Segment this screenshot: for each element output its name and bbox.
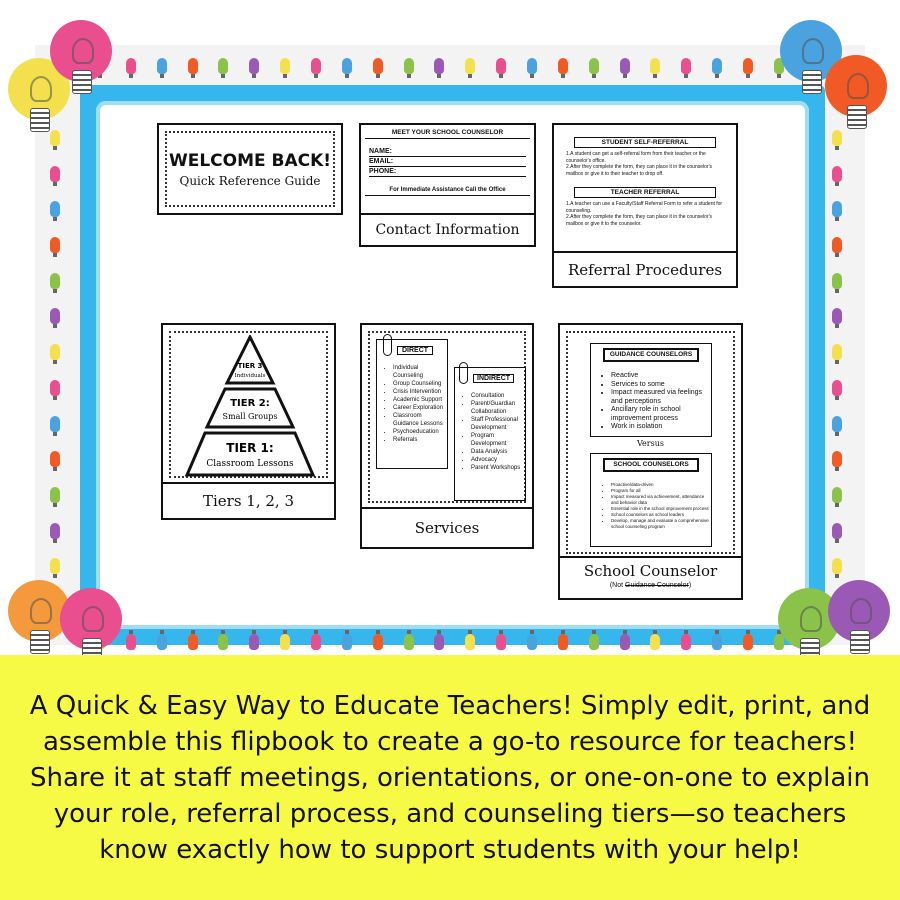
list-item: • Classroom Guidance Lessons [393,412,445,428]
paperclip-icon [459,362,468,384]
tab-note-struck: Guidance Counselor [625,582,689,589]
services-card [360,323,534,549]
tier-3-label: TIER 3 [237,362,263,370]
contact-name-row [369,147,526,157]
list-item: • Proactive/data-driven [611,482,709,488]
mini-bulb-icon [832,130,842,146]
tab-note-prefix: (Not [609,582,625,589]
mini-bulb-icon [50,201,60,217]
mini-bulb-icon [743,58,753,74]
light-string-bottom [95,634,815,650]
list-item: • Impact measured via achievement, attendance and behavior data [611,494,709,506]
contact-phone-row [369,167,526,177]
list-item: • Program Development [471,432,523,448]
self-referral-steps [566,151,728,177]
self-referral-step: 1.A student can get a self-referral form from their teacher or the counselor's office. [566,151,706,164]
teacher-referral-heading: TEACHER REFERRAL [574,187,716,198]
tiers-card [161,323,336,520]
counselor-tab-note [560,582,741,589]
mini-bulb-icon [620,634,630,650]
tier-1-sub: Classroom Lessons [206,459,294,469]
mini-bulb-icon [832,487,842,503]
caption-text: A Quick & Easy Way to Educate Teachers! Simply edit, print, and assemble this flipbook to create a go-to resource for teachers! Share it at staff meetings, orientations, or one-on-one to explain your role, referral process, and counseling tiers—so teachers know exactly how to support students with your help! [29,690,871,865]
guidance-panel [590,343,712,437]
mini-bulb-icon [50,166,60,182]
mini-bulb-icon [311,634,321,650]
teacher-referral-step: 1.A teacher can use a Faculty/Staff Referral Form to refer a student for counseling. [566,201,723,214]
list-item: • School counselors as school leaders [611,512,709,518]
tier-2-label: TIER 2: [230,398,270,409]
list-item: • Individual Counseling [393,364,445,380]
mini-bulb-icon [527,634,537,650]
guidance-heading: GUIDANCE COUNSELORS [603,348,699,362]
mini-bulb-icon [218,58,228,74]
paperclip-icon [383,334,392,356]
mini-bulb-icon [342,58,352,74]
mini-bulb-icon [50,380,60,396]
list-item: • Psychoeducation [393,428,445,436]
school-panel [590,453,712,547]
mini-bulb-icon [650,58,660,74]
mini-bulb-icon [832,201,842,217]
list-item: • Develop, manage and evaluate a comprehensive school counseling program [611,518,709,530]
mini-bulb-icon [832,166,842,182]
corner-bulb-icon [60,588,122,650]
counselor-tab-title: School Counselor [583,562,718,580]
list-item: • Advocacy [471,456,523,464]
mini-bulb-icon [832,344,842,360]
contact-note: For Immediate Assistance Call the Office [365,187,530,196]
caption-banner [0,655,900,900]
indirect-label: INDIRECT [473,374,514,383]
contact-tab: Contact Information [361,213,534,245]
mini-bulb-icon [249,58,259,74]
self-referral-step: 2.After they complete the form, they can place it in the counselor's mailbox or give it to their teacher to drop off. [566,164,713,177]
mini-bulb-icon [558,634,568,650]
welcome-inner-border [165,131,335,207]
mini-bulb-icon [126,634,136,650]
mini-bulb-icon [50,273,60,289]
mini-bulb-icon [681,634,691,650]
mini-bulb-icon [712,58,722,74]
mini-bulb-icon [50,344,60,360]
list-item: • Staff Professional Development [471,416,523,432]
mini-bulb-icon [404,634,414,650]
mini-bulb-icon [712,634,722,650]
list-item: • Parent/Guardian Collaboration [471,400,523,416]
mini-bulb-icon [280,634,290,650]
mini-bulb-icon [50,416,60,432]
mini-bulb-icon [311,58,321,74]
contact-name-label: NAME: [369,148,392,155]
tier-1-label: TIER 1: [226,441,274,455]
corner-bulb-icon [825,55,887,117]
list-item: • Academic Support [393,396,445,404]
list-item: • Parent Workshops [471,464,523,472]
welcome-subtitle: Quick Reference Guide [179,173,321,188]
teacher-referral-steps [566,201,728,227]
mini-bulb-icon [50,558,60,574]
tier-2-sub: Small Groups [222,412,278,421]
mini-bulb-icon [50,130,60,146]
self-referral-heading: STUDENT SELF-REFERRAL [574,137,716,148]
list-item: • Ancillary role in school improvement process [611,406,709,423]
mini-bulb-icon [249,634,259,650]
light-string-top [95,58,815,74]
mini-bulb-icon [832,237,842,253]
services-tab: Services [362,507,532,547]
mini-bulb-icon [527,58,537,74]
mini-bulb-icon [620,58,630,74]
mini-bulb-icon [126,58,136,74]
versus-label: Versus [637,439,664,448]
guidance-list [597,372,709,432]
list-item: • Essential role in the school improvement process [611,506,709,512]
mini-bulb-icon [50,308,60,324]
mini-bulb-icon [650,634,660,650]
mini-bulb-icon [832,558,842,574]
mini-bulb-icon [832,523,842,539]
counselor-tab [560,556,741,598]
mini-bulb-icon [496,58,506,74]
welcome-title: WELCOME BACK! [168,150,332,171]
tier-3-sub: Individuals [234,373,266,379]
contact-heading: MEET YOUR SCHOOL COUNSELOR [365,129,530,139]
mini-bulb-icon [342,634,352,650]
mini-bulb-icon [404,58,414,74]
light-string-right [832,130,842,610]
direct-list [379,364,445,444]
counselor-card [558,323,743,600]
mini-bulb-icon [280,58,290,74]
mini-bulb-icon [832,308,842,324]
school-list [597,482,709,530]
mini-bulb-icon [832,273,842,289]
contact-phone-label: PHONE: [369,168,397,175]
list-item: • Career Exploration [393,404,445,412]
teacher-referral-step: 2.After they complete the form, they can place it in the counselor's mailbox or give it to the counselor. [566,214,713,227]
mini-bulb-icon [373,58,383,74]
mini-bulb-icon [589,58,599,74]
mini-bulb-icon [188,634,198,650]
list-item: • Program for all [611,488,709,494]
corner-bulb-icon [828,580,890,642]
welcome-card [157,123,343,215]
mini-bulb-icon [496,634,506,650]
mini-bulb-icon [50,523,60,539]
contact-email-row [369,157,526,167]
mini-bulb-icon [832,380,842,396]
contact-card [359,123,536,247]
list-item: • Impact measured via feelings and perceptions [611,389,709,406]
list-item: • Referrals [393,436,445,444]
list-item: • Reactive [611,372,709,381]
list-item: • Group Counseling [393,380,445,388]
indirect-list [457,392,523,472]
mini-bulb-icon [558,58,568,74]
list-item: • Data Analysis [471,448,523,456]
school-heading: SCHOOL COUNSELORS [603,458,699,472]
tier-pyramid [185,335,315,477]
mini-bulb-icon [373,634,383,650]
light-string-left [50,130,60,610]
referral-tab: Referral Procedures [554,251,736,286]
mini-bulb-icon [157,634,167,650]
mini-bulb-icon [681,58,691,74]
mini-bulb-icon [743,634,753,650]
mini-bulb-icon [50,237,60,253]
mini-bulb-icon [434,58,444,74]
mini-bulb-icon [218,634,228,650]
list-item: • Services to some [611,381,709,390]
list-item: • Work in isolation [611,423,709,432]
list-item: • Consultation [471,392,523,400]
mini-bulb-icon [465,634,475,650]
mini-bulb-icon [832,451,842,467]
tab-note-suffix: ) [688,582,692,589]
direct-label: DIRECT [397,346,433,355]
mini-bulb-icon [50,451,60,467]
mini-bulb-icon [589,634,599,650]
mini-bulb-icon [157,58,167,74]
list-item: • Crisis Intervention [393,388,445,396]
corner-bulb-icon [50,20,112,82]
mini-bulb-icon [832,416,842,432]
mini-bulb-icon [50,487,60,503]
contact-email-label: EMAIL: [369,158,394,165]
tiers-tab: Tiers 1, 2, 3 [163,482,334,518]
direct-panel [376,339,448,469]
contact-fields [369,147,526,177]
mini-bulb-icon [434,634,444,650]
referral-card [552,123,738,288]
indirect-panel [454,367,526,501]
mini-bulb-icon [188,58,198,74]
mini-bulb-icon [465,58,475,74]
